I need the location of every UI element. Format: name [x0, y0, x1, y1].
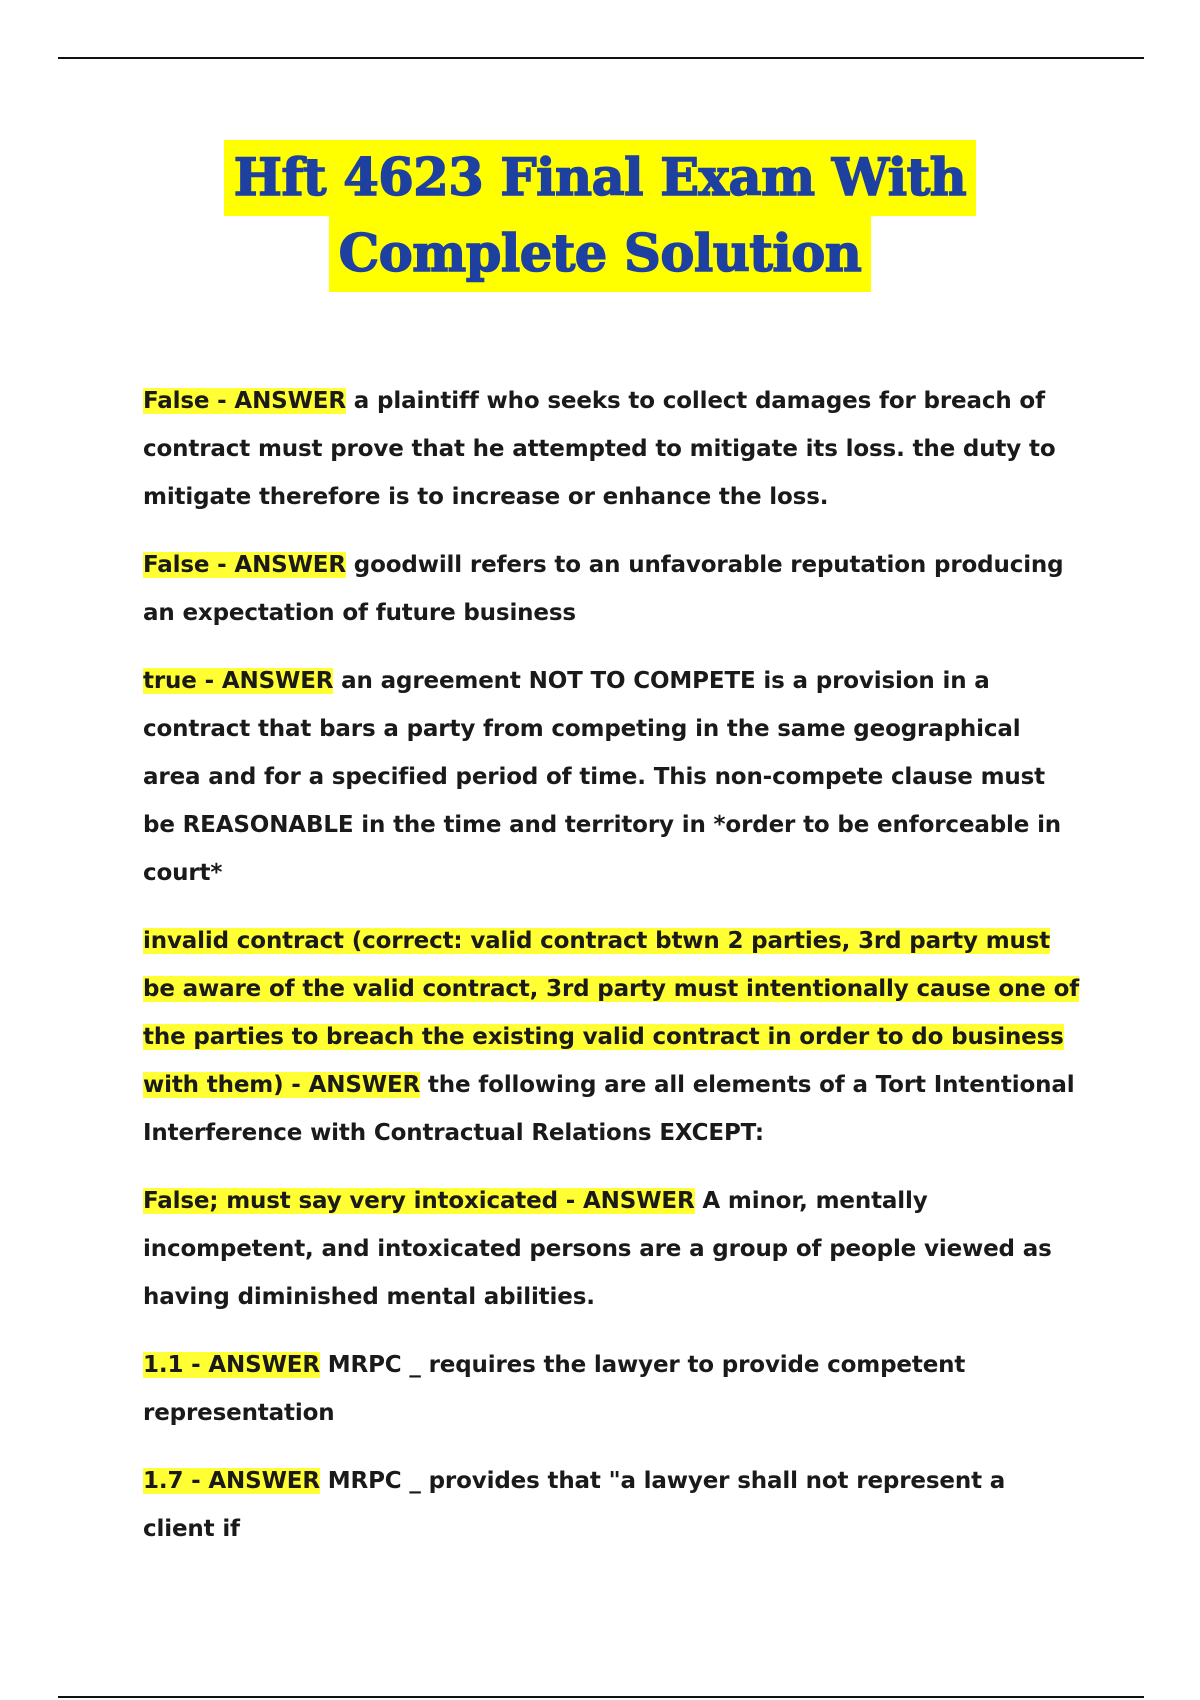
- question-text: goodwill refers to an unfavorable reputation producing an expectation of future business: [143, 552, 1064, 626]
- answer-highlight: 1.7 - ANSWER: [143, 1468, 320, 1494]
- answer-highlight: False - ANSWER: [143, 388, 346, 414]
- bottom-rule: [58, 1696, 1144, 1698]
- answer-highlight: False - ANSWER: [143, 552, 346, 578]
- qa-item: [143, 1341, 1083, 1437]
- qa-item: [143, 917, 1083, 1157]
- qa-item: [143, 1177, 1083, 1321]
- question-text: a plaintiff who seeks to collect damages for breach of contract must prove that he attempted to mitigate its loss. the duty to mitigate therefore is to increase or enhance the loss.: [143, 388, 1056, 510]
- page-title: [0, 140, 1200, 292]
- question-text: MRPC _ provides that "a lawyer shall not represent a client if: [143, 1468, 1006, 1542]
- top-rule: [58, 57, 1144, 59]
- qa-item: [143, 1457, 1083, 1553]
- question-text: A minor, mentally incompetent, and intoxicated persons are a group of people viewed as having diminished mental abilities.: [143, 1188, 1052, 1310]
- qa-item: [143, 541, 1083, 637]
- qa-list: [143, 377, 1083, 1573]
- question-text: an agreement NOT TO COMPETE is a provision in a contract that bars a party from competing in the same geographical area and for a specified period of time. This non-compete clause must be REASONABLE in the time and territory in *order to be enforceable in court*: [143, 668, 1062, 886]
- qa-item: [143, 377, 1083, 521]
- question-text: the following are all elements of a Tort Intentional Interference with Contractual Relations EXCEPT:: [143, 1072, 1075, 1146]
- title-line-1: Hft 4623 Final Exam With: [224, 140, 976, 216]
- qa-item: [143, 657, 1083, 897]
- answer-highlight: true - ANSWER: [143, 668, 334, 694]
- title-line-2: Complete Solution: [329, 216, 872, 292]
- question-text: MRPC _ requires the lawyer to provide competent representation: [143, 1352, 966, 1426]
- answer-highlight: invalid contract (correct: valid contract btwn 2 parties, 3rd party must be aware of the valid contract, 3rd party must intentionally cause one of the parties to breach the existing valid contract in order to do business with them) - ANSWER: [143, 928, 1080, 1098]
- answer-highlight: 1.1 - ANSWER: [143, 1352, 320, 1378]
- answer-highlight: False; must say very intoxicated - ANSWER: [143, 1188, 695, 1214]
